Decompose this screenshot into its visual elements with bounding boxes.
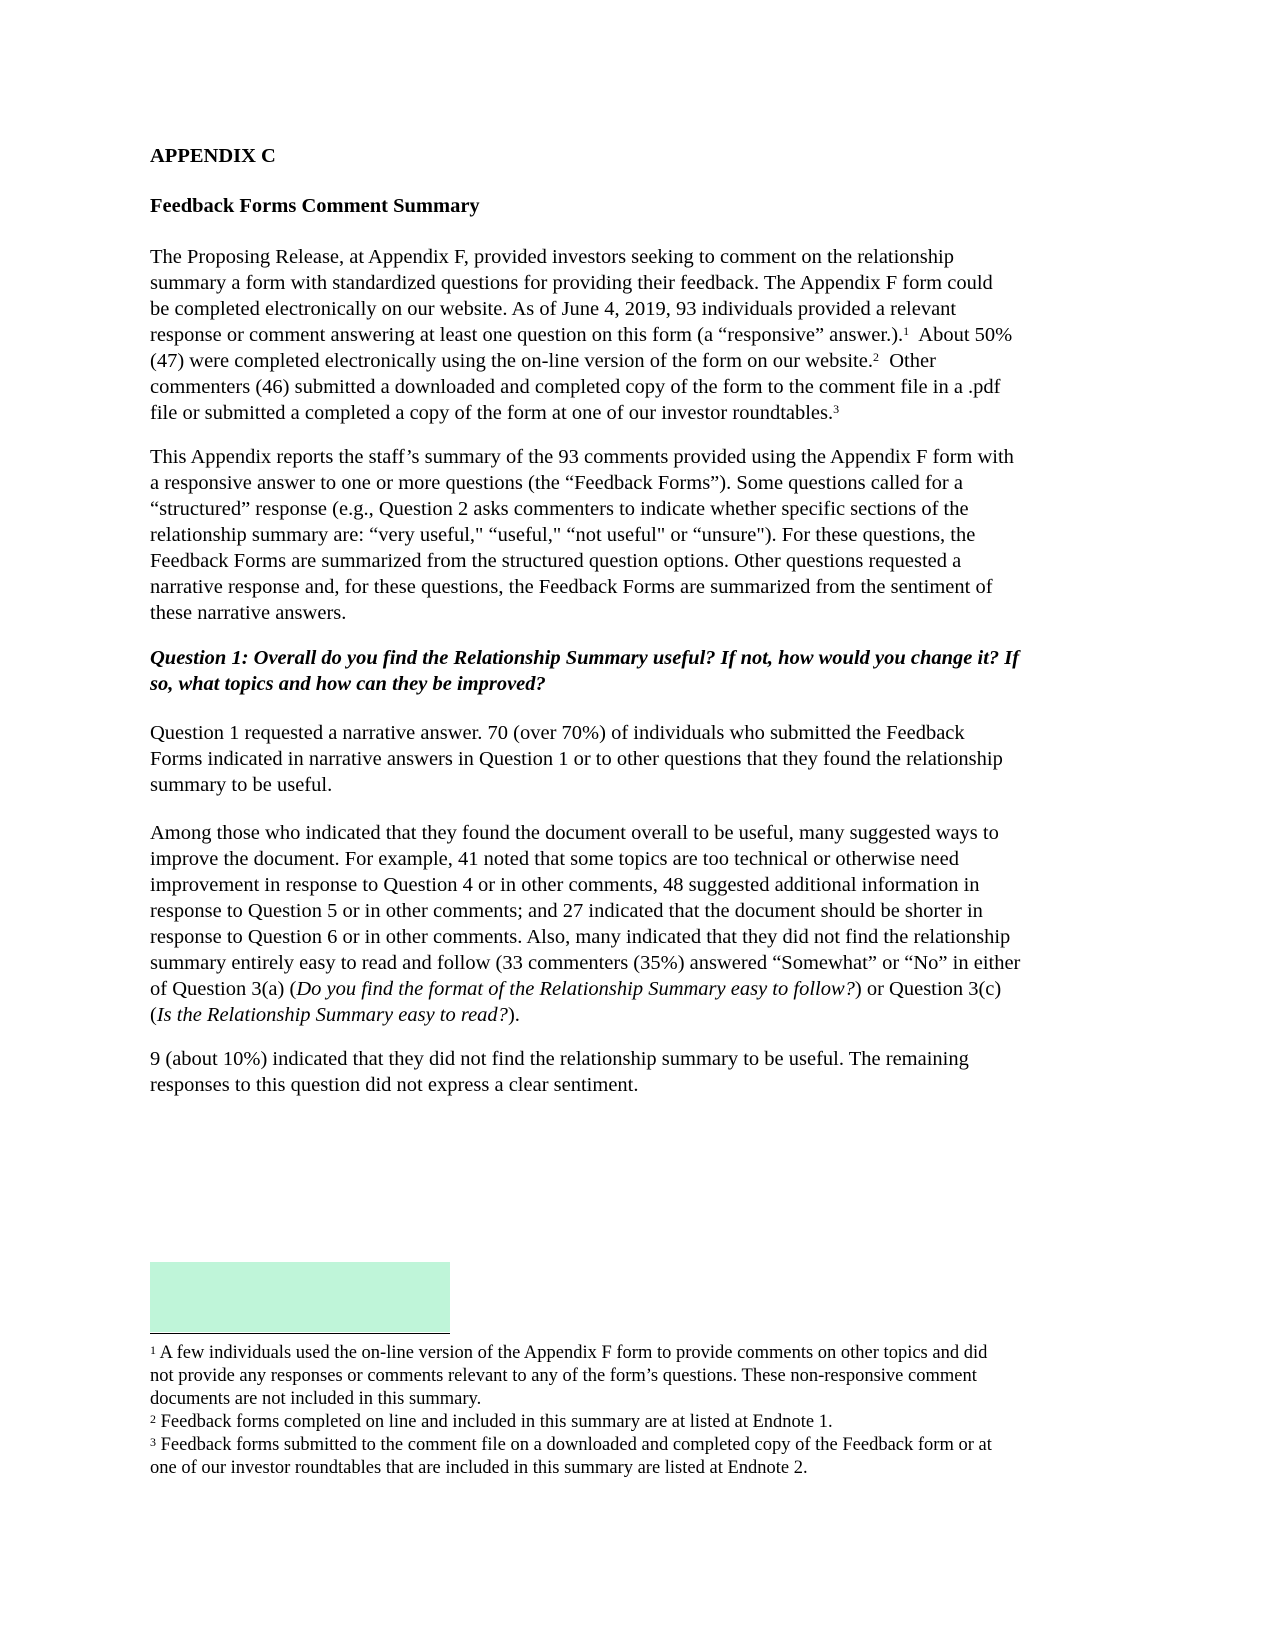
footnote-2: $^2$ Feedback forms completed on line and included in this summary are at listed at Endnote 1. [150,1412,833,1432]
footnote-3: $^3$ Feedback forms submitted to the comment file on a downloaded and completed copy of the Feedback form or at [150,1435,992,1455]
appendix-title: APPENDIX C [150,145,276,167]
intro-paragraph: The Proposing Release, at Appendix F, provided investors seeking to comment on the relationship summary a form with standardized questions for providing their feedback. The Appendix F form could be completed electronically on our website. As of June 4, 2019, 93 individuals provided a relevant response or comment answering at least one question on this form (a “responsive” answer.).$^1$ About 50% (47) were completed electronically using the on-line version of the form on our website.$^2$ Other commenters (46) submitted a downloaded and completed copy of the form to the comment file in a .pdf file or submitted a completed a copy of the form at one of our investor roundtables.$^3$ [150,246,1013,424]
not-useful-paragraph: 9 (about 10%) indicated that they did not find the relationship summary to be useful. The remaining responses to this question did not express a clear sentiment. [150,1048,969,1096]
suggestions-paragraph: Among those who indicated that they found the document overall to be useful, many suggested ways to improve the document. For example, 41 noted that some topics are too technical or otherwise need improvement in response to Question 4 or in other comments, 48 suggested additional information in response to Question 5 or in other comments; and 27 indicated that the document should be shorter in response to Question 6 or in other comments. Also, many indicated that they did not find the relationship summary entirely easy to read and follow (33 commenters (35%) answered “Somewhat” or “No” in either of Question 3(a) (Do you find the format of the Relationship Summary easy to follow?) or Question 3(c) (Is the Relationship Summary easy to read?). [150,822,1021,1026]
footnote-1: $^1$ A few individuals used the on-line version of the Appendix F form to provide comments on other topics and did [150,1343,988,1363]
footnotes: $^1$ A few individuals used the on-line version of the Appendix F form to provide comments on other topics and did not provide any responses or comments relevant to any of the form’s questions. These non-responsive comment documents are not included in this summary. $^2$ Feedback forms completed on line and included in this summary are at listed at Endnote 1. $^3$ Feedback forms submitted to the comment file on a downloaded and completed copy of the Feedback form or at one of our investor roundtables that are included in this summary are listed at Endnote 2. [150,1342,1130,1480]
footnote-ref-1[interactable]: 1 [903,324,910,338]
footnote-ref-3[interactable]: 3 [833,402,840,416]
footnote-ref-2[interactable]: 2 [872,350,879,364]
highlight-box [150,1262,450,1332]
footnote-separator [150,1333,450,1334]
methodology-paragraph: This Appendix reports the staff’s summary of the 93 comments provided using the Appendix F form with a responsive answer to one or more questions (the “Feedback Forms”). Some questions called for a “structured” response (e.g., Question 2 asks commenters to indicate whether specific sections of the relationship summary are: “very useful," “useful," “not useful" or “unsure"). For these questions, the Feedback Forms are summarized from the structured question options. Other questions requested a narrative response and, for these questions, the Feedback Forms are summarized from the sentiment of these narrative answers. [150,446,1014,624]
section-subtitle: Feedback Forms Comment Summary [150,195,480,217]
question-1-heading: Question 1: Overall do you find the Relationship Summary useful? If not, how would you change it? If so, what topics and how can they be improved? [150,647,1020,695]
question-1-summary-paragraph: Question 1 requested a narrative answer. 70 (over 70%) of individuals who submitted the Feedback Forms indicated in narrative answers in Question 1 or to other questions that they found the relationship summary to be useful. [150,722,1003,796]
